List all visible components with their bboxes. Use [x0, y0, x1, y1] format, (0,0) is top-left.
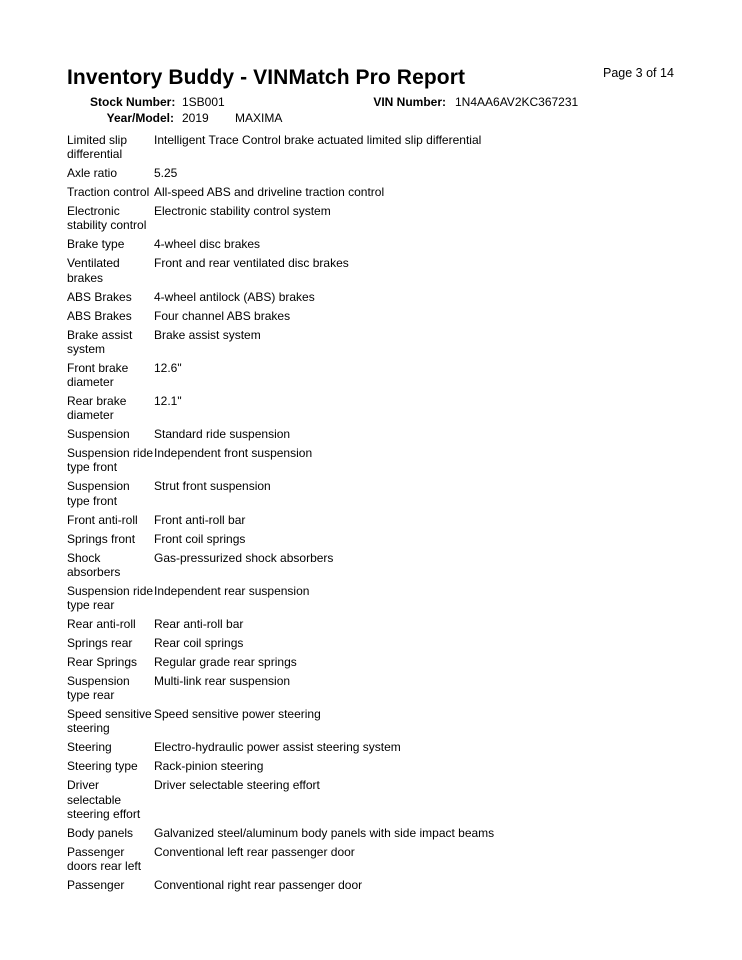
spec-row — [67, 479, 707, 507]
spec-value: Electronic stability control system — [154, 204, 331, 219]
spec-label: Front anti-roll — [67, 512, 138, 527]
spec-value: Rack-pinion steering — [154, 759, 264, 774]
stock-number-label: Stock Number: — [90, 95, 176, 109]
spec-row — [67, 826, 707, 840]
spec-value: 4-wheel antilock (ABS) brakes — [154, 289, 315, 304]
spec-value: Brake assist system — [154, 327, 261, 342]
spec-label: Axle ratio — [67, 166, 118, 181]
spec-label: Driver selectable steering effort — [67, 778, 141, 821]
spec-value: Galvanized steel/aluminum body panels with side impact beams — [154, 825, 495, 840]
spec-value: Independent front suspension — [154, 446, 313, 461]
spec-row — [67, 133, 707, 161]
spec-value: 12.6" — [154, 360, 182, 375]
spec-row — [67, 427, 707, 441]
spec-label: Shock absorbers — [67, 550, 121, 579]
spec-row — [67, 361, 707, 389]
spec-row — [67, 655, 707, 669]
spec-label: Suspension type rear — [67, 674, 130, 703]
spec-value: Conventional left rear passenger door — [154, 844, 355, 859]
spec-row — [67, 674, 707, 702]
model-value: MAXIMA — [235, 111, 283, 125]
spec-value: Independent rear suspension — [154, 583, 310, 598]
spec-value: Intelligent Trace Control brake actuated limited slip differential — [154, 133, 482, 147]
spec-row — [67, 166, 707, 180]
spec-label: Passenger doors rear left — [67, 844, 142, 874]
spec-row — [67, 845, 707, 873]
spec-label: Limited slip differential — [67, 133, 128, 162]
spec-value: Standard ride suspension — [154, 427, 291, 442]
spec-label: Ventilated brakes — [67, 256, 120, 285]
spec-row — [67, 328, 707, 356]
report-title: Inventory Buddy - VINMatch Pro Report — [67, 66, 466, 89]
page-number: Page 3 of 14 — [603, 66, 674, 80]
year-model-label: Year/Model: — [106, 111, 174, 125]
spec-value: Speed sensitive power steering — [154, 707, 321, 722]
spec-value: Electro-hydraulic power assist steering system — [154, 740, 401, 755]
spec-label: Springs front — [67, 531, 136, 546]
spec-row — [67, 778, 707, 821]
vin-value: 1N4AA6AV2KC367231 — [455, 95, 579, 109]
vin-label: VIN Number: — [373, 95, 446, 109]
spec-value: Gas-pressurized shock absorbers — [154, 550, 334, 565]
spec-label: Electronic stability control — [67, 204, 147, 233]
spec-value: Driver selectable steering effort — [154, 778, 320, 793]
spec-label: ABS Brakes — [67, 308, 132, 323]
spec-row — [67, 551, 707, 579]
spec-value: Strut front suspension — [154, 479, 271, 494]
spec-value: All-speed ABS and driveline traction control — [154, 185, 385, 200]
spec-label: ABS Brakes — [67, 289, 132, 304]
spec-value: Front anti-roll bar — [154, 512, 246, 527]
spec-value: 12.1" — [154, 394, 182, 409]
spec-value: 5.25 — [154, 166, 178, 181]
spec-row — [67, 446, 707, 474]
spec-value: Rear anti-roll bar — [154, 617, 244, 632]
spec-row — [67, 532, 707, 546]
spec-row — [67, 185, 707, 199]
spec-label: Speed sensitive steering — [67, 707, 152, 736]
spec-row — [67, 707, 707, 735]
spec-row — [67, 636, 707, 650]
spec-value: Conventional right rear passenger door — [154, 878, 363, 893]
spec-label: Rear brake diameter — [67, 394, 127, 423]
spec-row — [67, 309, 707, 323]
spec-label: Front brake diameter — [67, 360, 129, 390]
spec-value: 4-wheel disc brakes — [154, 237, 261, 252]
spec-label: Steering — [67, 740, 112, 755]
spec-row — [67, 759, 707, 773]
spec-label: Suspension type front — [67, 479, 130, 508]
spec-row — [67, 237, 707, 251]
spec-label: Rear anti-roll — [67, 617, 136, 632]
spec-value: Multi-link rear suspension — [154, 674, 291, 689]
stock-number-value: 1SB001 — [182, 95, 225, 109]
spec-value: Rear coil springs — [154, 636, 244, 651]
spec-row — [67, 584, 707, 612]
spec-row — [67, 290, 707, 304]
spec-row — [67, 256, 707, 284]
spec-label: Rear Springs — [67, 655, 138, 670]
spec-label: Passenger — [67, 878, 125, 893]
year-value: 2019 — [182, 111, 209, 125]
spec-value: Four channel ABS brakes — [154, 308, 291, 323]
spec-label: Suspension — [67, 427, 130, 442]
spec-row — [67, 394, 707, 422]
spec-label: Suspension ride type front — [67, 446, 154, 475]
spec-label: Springs rear — [67, 636, 133, 651]
spec-label: Brake assist system — [67, 327, 133, 356]
spec-row — [67, 740, 707, 754]
spec-value: Regular grade rear springs — [154, 655, 297, 670]
spec-label: Body panels — [67, 825, 134, 840]
spec-list — [67, 133, 707, 897]
spec-value: Front coil springs — [154, 531, 246, 546]
spec-row — [67, 513, 707, 527]
spec-row — [67, 204, 707, 232]
spec-row — [67, 878, 707, 892]
spec-label: Brake type — [67, 237, 125, 252]
spec-label: Traction control — [67, 185, 150, 200]
spec-row — [67, 617, 707, 631]
spec-label: Steering type — [67, 759, 138, 774]
spec-label: Suspension ride type rear — [67, 583, 154, 613]
spec-value: Front and rear ventilated disc brakes — [154, 256, 349, 271]
